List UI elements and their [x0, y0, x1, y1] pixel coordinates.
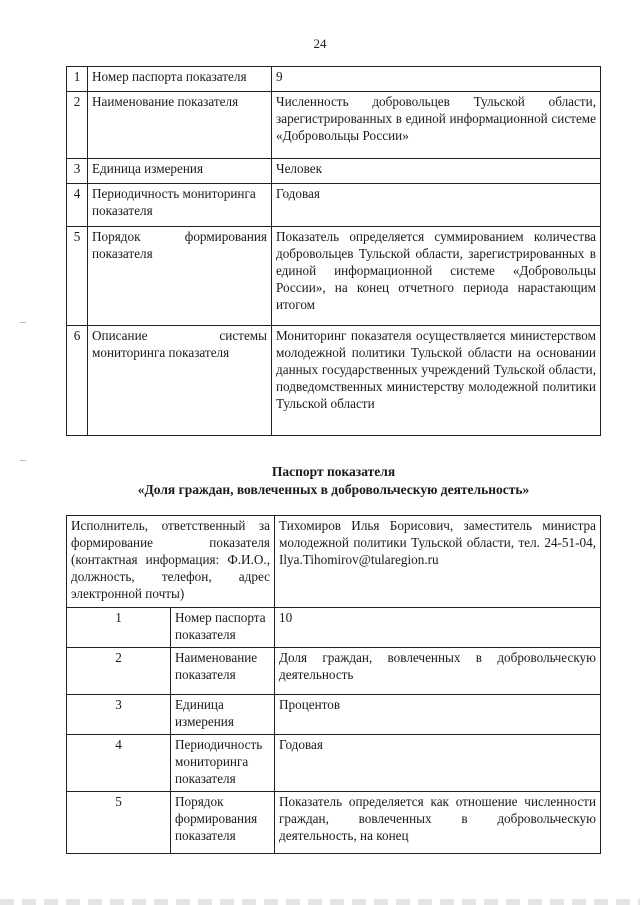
row-number: 2: [67, 648, 171, 695]
passport-heading-subtitle: «Доля граждан, вовлеченных в добровольческую деятельность»: [137, 482, 530, 497]
row-number: 5: [67, 227, 88, 326]
row-label: Периодичность мониторинга показателя: [88, 184, 272, 227]
row-label: Периодичность мониторинга показателя: [171, 735, 275, 792]
row-label: Наименование показателя: [88, 92, 272, 159]
row-number: 1: [67, 67, 88, 92]
table-row: [67, 184, 601, 227]
row-label: Единица измерения: [88, 159, 272, 184]
row-value: Показатель определяется суммированием количества добровольцев Тульской области, зарегистрированных в единой информационной системе «Добровольцы России», на конец отчетного периода нарастающим итогом: [272, 227, 601, 326]
row-number: 2: [67, 92, 88, 159]
row-label: Номер паспорта показателя: [88, 67, 272, 92]
scan-bottom-edge: [0, 899, 640, 905]
scan-margin-mark: [20, 460, 26, 461]
passport-heading-title: Паспорт показателя: [271, 464, 396, 479]
responsible-email: Ilya.Tihomirov@tularegion.ru: [279, 552, 439, 567]
table-row: [67, 648, 601, 695]
responsible-label: Исполнитель, ответственный за формирование показателя (контактная информация: Ф.И.О., должность, телефон, адрес электронной почты): [67, 516, 275, 608]
row-label: Порядок формирования показателя: [88, 227, 272, 326]
row-number: 3: [67, 159, 88, 184]
row-number: 3: [67, 695, 171, 735]
indicator-passport-table-9: [66, 66, 601, 436]
table-row: [67, 67, 601, 92]
row-value: Годовая: [272, 184, 601, 227]
responsible-contact: Тихомиров Илья Борисович, заместитель министра молодежной политики Тульской области, тел. 24-51-04,: [279, 518, 596, 550]
table-row: [67, 695, 601, 735]
table-row: [67, 159, 601, 184]
row-number: 6: [67, 326, 88, 436]
row-value: Показатель определяется как отношение численности граждан, вовлеченных в добровольческую деятельность, на конец: [275, 792, 601, 854]
row-label: Единица измерения: [171, 695, 275, 735]
row-value: Годовая: [275, 735, 601, 792]
row-value: Процентов: [275, 695, 601, 735]
row-number: 4: [67, 184, 88, 227]
table-row: [67, 227, 601, 326]
row-number: 1: [67, 608, 171, 648]
row-value: Человек: [272, 159, 601, 184]
table-row: [67, 792, 601, 854]
row-label: Номер паспорта показателя: [171, 608, 275, 648]
row-label: Наименование показателя: [171, 648, 275, 695]
table-row: [67, 92, 601, 159]
row-value: Доля граждан, вовлеченных в добровольческую деятельность: [275, 648, 601, 695]
responsible-row: [67, 516, 601, 608]
scan-margin-mark: [20, 322, 26, 323]
row-label: Порядок формирования показателя: [171, 792, 275, 854]
table-row: [67, 608, 601, 648]
indicator-passport-table-10: [66, 515, 601, 854]
row-value: 10: [275, 608, 601, 648]
row-value: Мониторинг показателя осуществляется министерством молодежной политики Тульской области на основании данных государственных учреждений Тульской области, подведомственных министерству молодежной политики Тульской области: [272, 326, 601, 436]
row-value: Численность добровольцев Тульской области, зарегистрированных в единой информационной системе «Добровольцы России»: [272, 92, 601, 159]
row-label: Описание системы мониторинга показателя: [88, 326, 272, 436]
row-number: 4: [67, 735, 171, 792]
page-number: 24: [313, 36, 327, 51]
passport-heading: [66, 463, 601, 499]
row-value: 9: [272, 67, 601, 92]
table-row: [67, 735, 601, 792]
responsible-value: [275, 516, 601, 608]
table-row: [67, 326, 601, 436]
row-number: 5: [67, 792, 171, 854]
